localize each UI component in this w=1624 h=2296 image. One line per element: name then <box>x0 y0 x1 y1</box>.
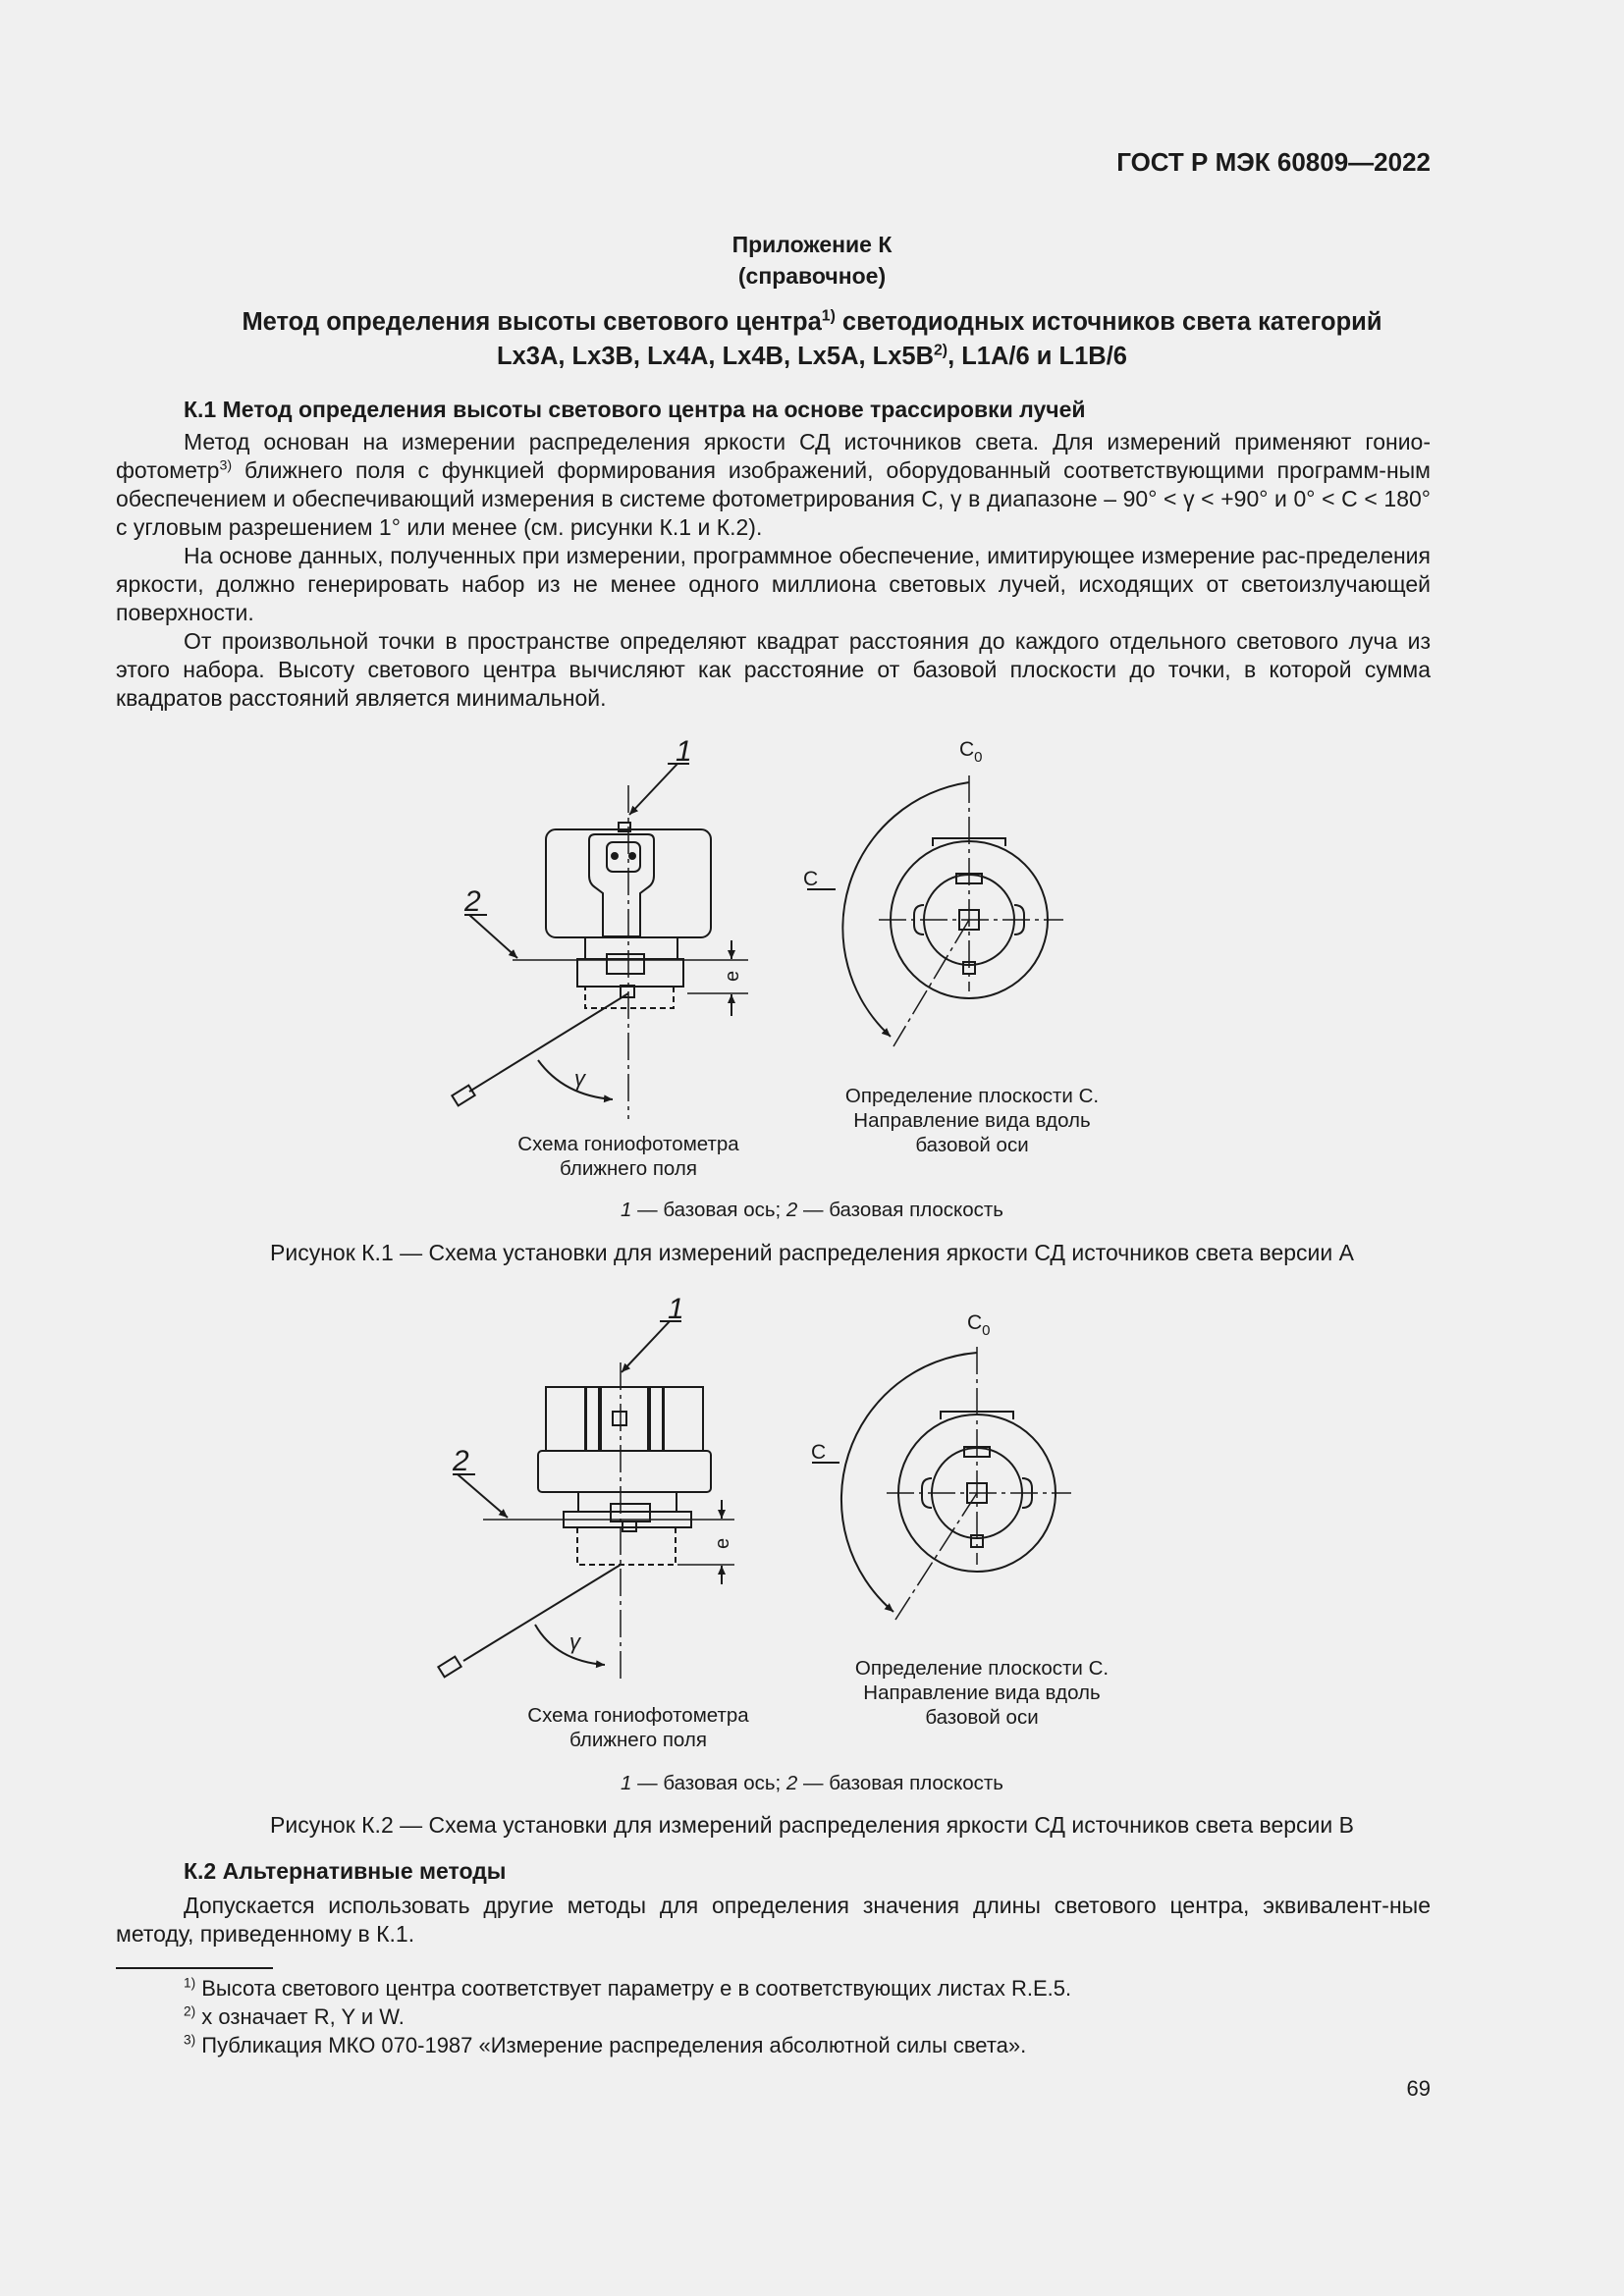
paragraph-k2: Допускается использовать другие методы для определения значения длины светового центра, эквивалент-ные методу, приведенному в К.1. <box>116 1893 1431 1947</box>
fig2-right-caption: Определение плоскости С. Направление вида вдоль базовой оси <box>854 1657 1110 1729</box>
footnote-2: $^{2)}$ x означает R, Y и W. <box>184 2003 405 2029</box>
fig1-legend: 1 — базовая ось; 2 — базовая плоскость <box>621 1199 1003 1221</box>
footnote-3: $^{3)}$ Публикация МКО 070-1987 «Измерение распределения абсолютной силы света». <box>184 2032 1027 2057</box>
appendix-label: Приложение К <box>731 232 893 257</box>
fig2-caption: Рисунок К.2 — Схема установки для измерений распределения яркости СД источников света версии В <box>270 1812 1354 1838</box>
section-heading-k1: К.1 Метод определения высоты светового центра на основе трассировки лучей <box>184 397 1086 422</box>
title-line-1: Метод определения высоты светового центра$^{1)}$ светодиодных источников света категорий <box>242 307 1382 336</box>
fig2-label-gamma: γ <box>569 1629 580 1654</box>
fig1-caption: Рисунок К.1 — Схема установки для измерений распределения яркости СД источников света версии А <box>270 1240 1354 1265</box>
fig1-label-base-axis: 1 <box>676 735 692 768</box>
fig2-label-base-plane: 2 <box>453 1445 469 1477</box>
fig1-label-c: C <box>803 868 819 890</box>
fig1-label-e: e <box>722 970 743 982</box>
page-number: 69 <box>1406 2076 1431 2101</box>
fig2-legend: 1 — базовая ось; 2 — базовая плоскость <box>621 1772 1003 1794</box>
footnote-ref-2[interactable]: 2) <box>934 342 948 359</box>
fig1-left-caption: Схема гониофотометра ближнего поля <box>517 1133 739 1180</box>
footnote-ref-3[interactable]: 3) <box>219 457 233 474</box>
appendix-type: (справочное) <box>737 263 887 289</box>
paragraph-3: От произвольной точки в пространстве определяют квадрат расстояния до каждого отдельного светового луча из этого набора. Высоту светового центра вычисляют как расстояние от базовой плоскости до точки, в которой сумма квадратов расстояний является минимальной. <box>116 628 1431 711</box>
fig1-label-base-plane: 2 <box>464 885 481 918</box>
footnote-1: $^{1)}$ Высота светового центра соответствует параметру e в соответствующих листах R.E.5. <box>184 1975 1072 2001</box>
fig2-c-plane-definition <box>812 1347 1071 1620</box>
fig2-goniophotometer-scheme <box>438 1321 734 1683</box>
title-line-2: Lx3A, Lx3B, Lx4A, Lx4B, Lx5A, $Lx5B^{2)}$, L1A/6 и L1B/6 <box>497 342 1127 370</box>
fig1-label-gamma: γ <box>574 1066 585 1091</box>
fig2-label-e: e <box>712 1537 733 1549</box>
fig2-label-c: C <box>811 1441 827 1464</box>
fig2-label-c0: $C_0$ <box>967 1311 991 1339</box>
fig2-left-caption: Схема гониофотометра ближнего поля <box>527 1704 749 1751</box>
paragraph-1: Метод основан на измерении распределения яркости СД источников света. Для измерений применяют гонио-фотометр$^{3)}$ ближнего поля с функцией формирования изображений, оборудованный соответствующими программ-ным обеспечением и обеспечивающий измерения в системе фотометрирования C, γ в диапазоне – 90° < γ < +90° и 0° < C < 180° с угловым разрешением 1° или менее (см. рисунки К.1 и К.2). <box>116 429 1431 540</box>
fig1-goniophotometer-scheme <box>452 764 748 1119</box>
section-heading-k2: К.2 Альтернативные методы <box>184 1858 507 1884</box>
fig1-label-c0: $C_0$ <box>959 738 983 766</box>
fig1-right-caption: Определение плоскости С. Направление вида вдоль базовой оси <box>844 1085 1100 1156</box>
document-standard-number: ГОСТ Р МЭК 60809—2022 <box>1116 147 1431 177</box>
footnote-ref-1[interactable]: 1) <box>821 307 836 325</box>
footnote-separator <box>116 1967 273 1969</box>
paragraph-2: На основе данных, полученных при измерении, программное обеспечение, имитирующее измерение рас-пределения яркости, должно генерировать набор из не менее одного миллиона световых лучей, исходящих от светоизлучающей поверхности. <box>116 543 1431 625</box>
fig1-c-plane-definition <box>807 775 1063 1046</box>
fig2-label-base-axis: 1 <box>668 1293 684 1325</box>
